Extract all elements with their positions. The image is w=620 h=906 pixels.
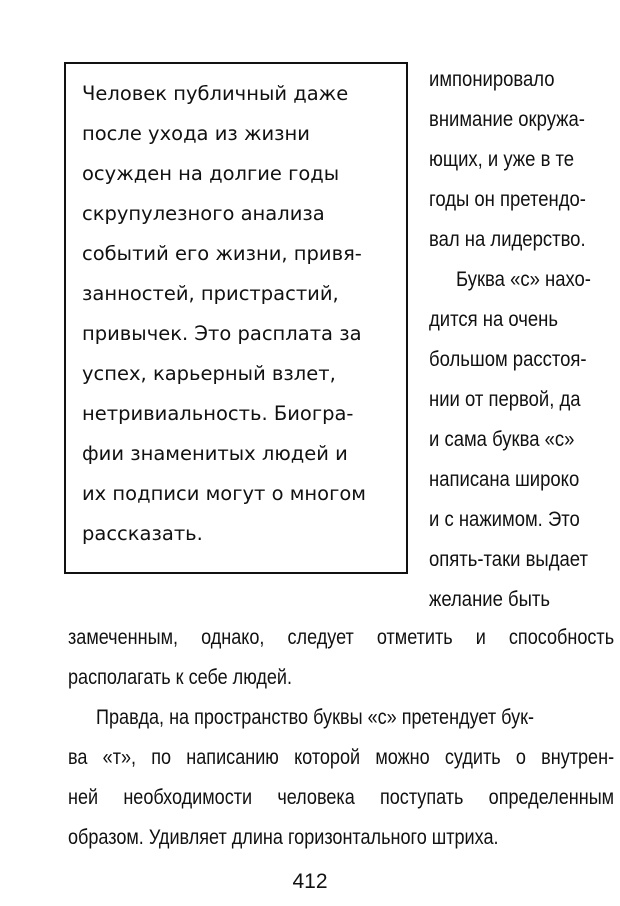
quote-line: занностей, пристрастий, [82,282,339,305]
column-line: желание быть [429,588,550,611]
quote-line: рассказать. [82,522,203,545]
column-line: написана широко [429,468,580,491]
quote-line: фии знаменитых людей и [82,442,348,465]
body-line: ней необходимости человека поступать определенным [68,786,615,809]
quote-line: их подписи могут о многом [82,482,366,505]
quote-line: успех, карьерный взлет, [82,362,336,385]
column-line: нии от первой, да [429,388,581,411]
page-number: 412 [292,870,328,893]
column-line: импонировало [429,68,555,91]
column-line: ющих, и уже в те [429,148,575,171]
body-line: Правда, на пространство буквы «с» претендует бук- [96,706,535,729]
quote-line: после ухода из жизни [82,122,310,145]
quote-line: осужден на долгие годы [82,162,340,185]
column-line: годы он претендо- [429,188,586,211]
column-line: вал на лидерство. [429,228,586,251]
column-line: Буква «с» нахо- [456,268,591,291]
body-line: замеченным, однако, следует отметить и способность [68,626,615,649]
column-line: и сама буква «с» [429,428,575,451]
column-line: опять-таки выдает [429,548,588,571]
quote-line: привычек. Это расплата за [82,322,362,345]
body-line: образом. Удивляет длина горизонтального штриха. [68,826,499,849]
body-line: располагать к себе людей. [68,666,293,689]
quote-line: событий его жизни, привя- [82,242,362,265]
column-line: и с нажимом. Это [429,508,580,531]
column-line: внимание окружа- [429,108,585,131]
quote-line: Человек публичный даже [82,82,349,105]
quote-box [64,62,408,574]
quote-line: скрупулезного анализа [82,202,325,225]
quote-line: нетривиальность. Биогра- [82,402,354,425]
column-line: дится на очень [429,308,558,331]
column-line: большом расстоя- [429,348,587,371]
body-line: ва «т», по написанию которой можно судить о внутрен- [68,746,615,769]
